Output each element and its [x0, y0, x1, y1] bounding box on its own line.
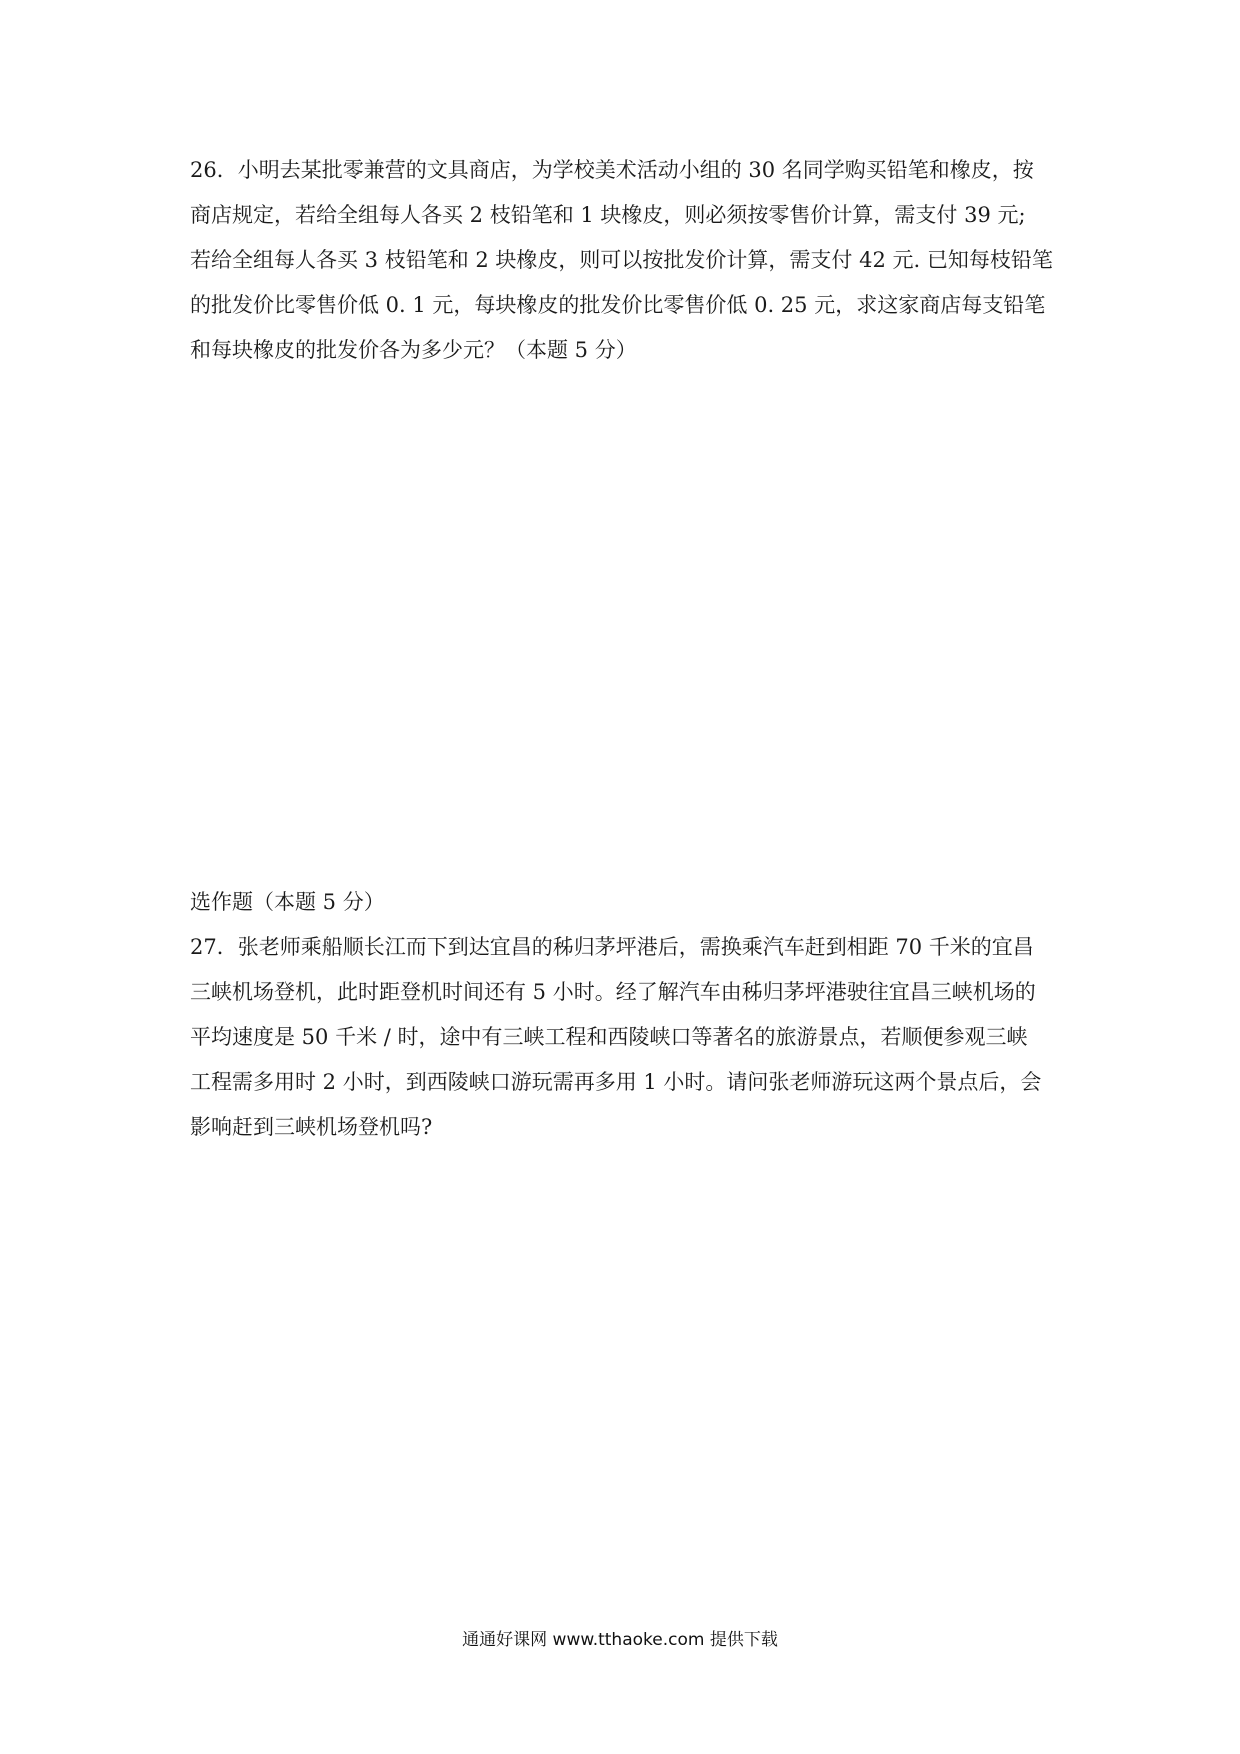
question-27-line-1: 27．张老师乘船顺长江而下到达宜昌的秭归茅坪港后，需换乘汽车赶到相距 70 千米的宜昌: [190, 935, 1034, 959]
question-27: [190, 925, 1060, 1150]
page-footer: 通通好课网 www.tthaoke.com 提供下载: [462, 1630, 778, 1650]
question-26-line-1: 26．小明去某批零兼营的文具商店，为学校美术活动小组的 30 名同学购买铅笔和橡皮，按: [190, 158, 1034, 182]
question-27-line-2: 三峡机场登机，此时距登机时间还有 5 小时。经了解汽车由秭归茅坪港驶往宜昌三峡机场的: [190, 980, 1036, 1004]
question-26-line-5: 和每块橡皮的批发价各为多少元？（本题 5 分）: [190, 338, 637, 362]
question-26-line-4: 的批发价比零售价低 0. 1 元，每块橡皮的批发价比零售价低 0. 25 元，求这家商店每支铅笔: [190, 293, 1046, 317]
question-27-line-3: 平均速度是 50 千米 / 时，途中有三峡工程和西陵峡口等著名的旅游景点，若顺便参观三峡: [190, 1025, 1028, 1049]
question-27-line-4: 工程需多用时 2 小时，到西陵峡口游玩需再多用 1 小时。请问张老师游玩这两个景点后，会: [190, 1070, 1042, 1094]
question-26: [190, 148, 1060, 373]
question-26-line-2: 商店规定，若给全组每人各买 2 枝铅笔和 1 块橡皮，则必须按零售价计算，需支付 39 元;: [190, 203, 1026, 227]
question-27-line-5: 影响赶到三峡机场登机吗?: [190, 1115, 433, 1139]
question-26-line-3: 若给全组每人各买 3 枝铅笔和 2 块橡皮，则可以按批发价计算，需支付 42 元. 已知每枝铅笔: [190, 248, 1053, 272]
optional-question-heading: 选作题（本题 5 分）: [190, 890, 385, 914]
